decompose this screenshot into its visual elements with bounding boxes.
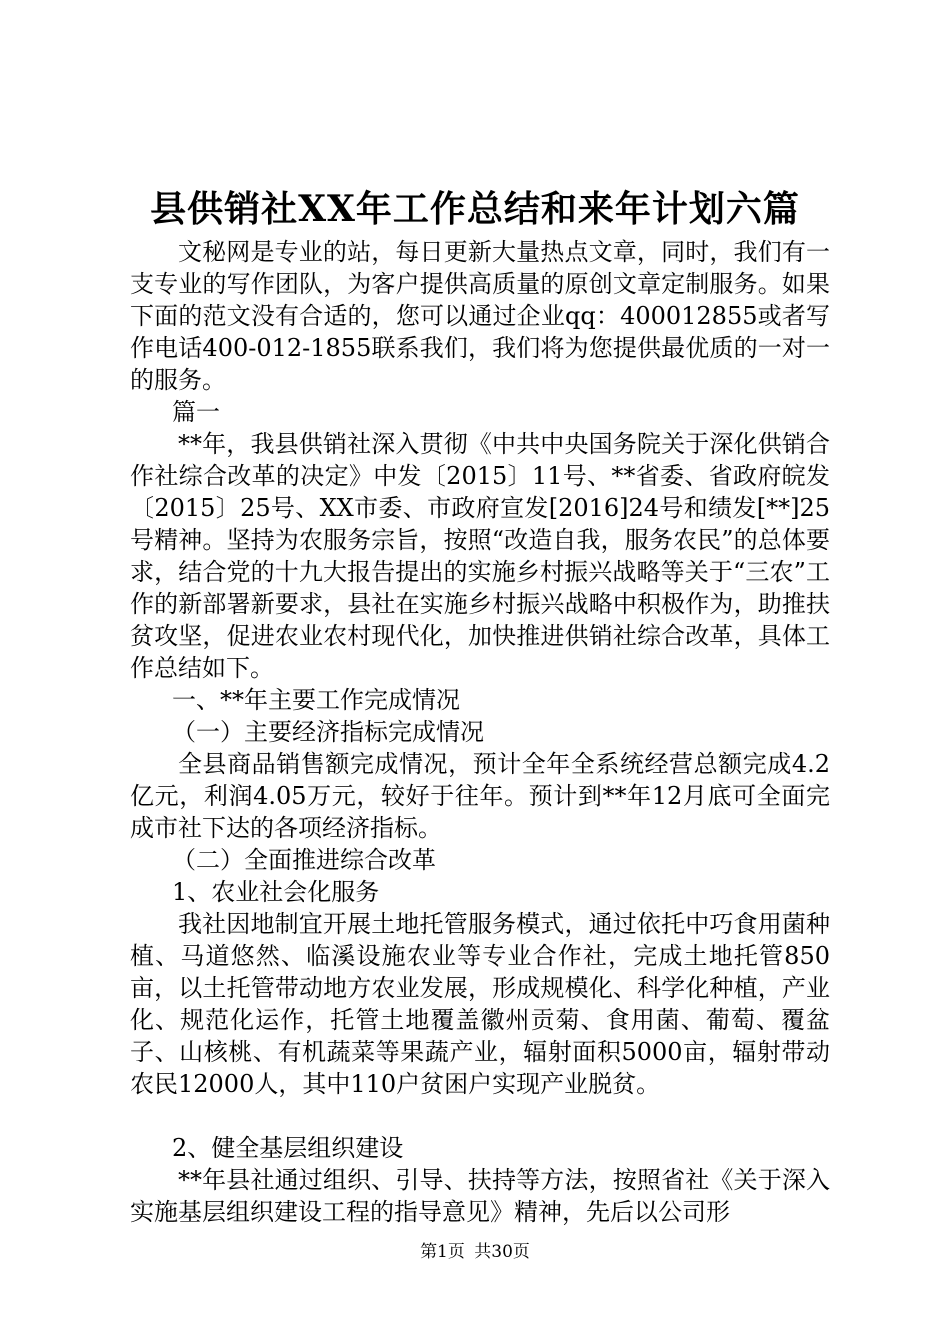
heading-main-work: 一、**年主要工作完成情况 bbox=[172, 686, 460, 714]
agri-service-paragraph: 我社因地制宜开展土地托管服务模式，通过依托中巧食用菌种植、马道悠然、临溪设施农业等专业合作社，完成土地托管850亩，以土托管带动地方农业发展，形成规模化、科学化种植，产业化、规范化运作，托管土地覆盖徽州贡菊、食用菌、葡萄、覆盆子、山核桃、有机蔬菜等果蔬产业，辐射面积5000亩，辐射带动农民12000人，其中110户贫困户实现产业脱贫。 bbox=[130, 910, 830, 1098]
heading-economic-indicators: （一）主要经济指标完成情况 bbox=[172, 718, 484, 746]
heading-reform: （二）全面推进综合改革 bbox=[172, 846, 436, 874]
document-title: 县供销社XX年工作总结和来年计划六篇 bbox=[150, 188, 800, 230]
section-label-pian-yi: 篇一 bbox=[172, 398, 220, 426]
intro-paragraph: 文秘网是专业的站，每日更新大量热点文章，同时，我们有一支专业的写作团队，为客户提供高质量的原创文章定制服务。如果下面的范文没有合适的，您可以通过企业qq：400012855或者写作电话400-012-1855联系我们，我们将为您提供最优质的一对一的服务。 bbox=[130, 238, 830, 394]
page-number: 第1页 bbox=[420, 1242, 465, 1262]
grassroots-paragraph: **年县社通过组织、引导、扶持等方法，按照省社《关于深入实施基层组织建设工程的指导意见》精神，先后以公司形 bbox=[130, 1166, 830, 1226]
paragraph-gap bbox=[130, 1100, 830, 1132]
page-total: 共30页 bbox=[474, 1242, 530, 1262]
heading-agri-service: 1、农业社会化服务 bbox=[172, 878, 380, 906]
economic-paragraph: 全县商品销售额完成情况，预计全年全系统经营总额完成4.2亿元，利润4.05万元，较好于往年。预计到**年12月底可全面完成市社下达的各项经济指标。 bbox=[130, 750, 830, 842]
summary-paragraph: **年，我县供销社深入贯彻《中共中央国务院关于深化供销合作社综合改革的决定》中发〔2015〕11号、**省委、省政府皖发〔2015〕25号、XX市委、市政府宣发[2016]24号和绩发[**]25号精神。坚持为农服务宗旨，按照“改造自我，服务农民”的总体要求，结合党的十九大报告提出的实施乡村振兴战略等关于“三农”工作的新部署新要求，县社在实施乡村振兴战略中积极作为，助推扶贫攻坚，促进农业农村现代化，加快推进供销社综合改革，具体工作总结如下。 bbox=[130, 430, 830, 682]
page-footer bbox=[0, 1240, 950, 1264]
heading-grassroots: 2、健全基层组织建设 bbox=[172, 1134, 404, 1162]
document-body bbox=[130, 236, 830, 1228]
